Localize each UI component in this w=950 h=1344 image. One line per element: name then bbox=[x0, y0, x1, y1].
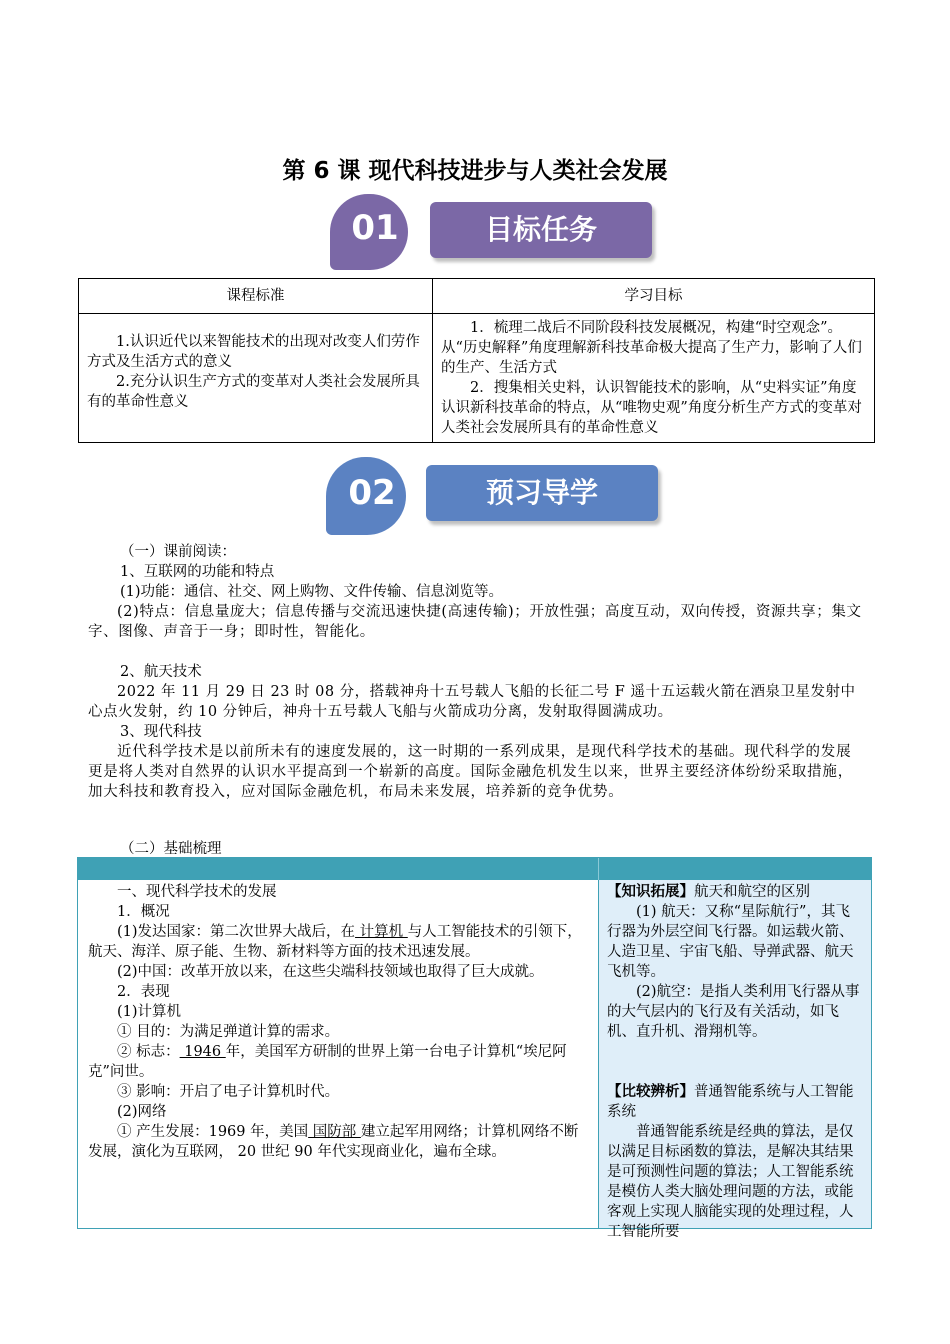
outline-text: (2)网络 bbox=[117, 1104, 167, 1120]
section-banner-goals bbox=[330, 194, 660, 270]
section-label: 预习导学 bbox=[426, 465, 658, 521]
table-header-standards: 课程标准 bbox=[79, 279, 433, 314]
outline-text: ② 标志： 1946 年，美国军方研制的世界上第一台电子计算机“埃尼阿克”问世。 bbox=[88, 1044, 567, 1080]
side-tag: 【比较辨析】 bbox=[607, 1083, 694, 1100]
reading-text: 2022 年 11 月 29 日 23 时 08 分，搭载神舟十五号载人飞船的长征二号 F 遥十五运载火箭在酒泉卫星发射中心点火发射，约 10 分钟后，神舟十五号载人飞船与火箭成功分离，发射取得圆满成功。 bbox=[88, 684, 856, 720]
reading-item-title: 2、航天技术 bbox=[120, 664, 202, 680]
outline-text: (2)中国：改革开放以来，在这些尖端科技领域也取得了巨大成就。 bbox=[117, 964, 544, 980]
comparison-analysis: 【比较辨析】普通智能系统与人工智能系统 bbox=[607, 1083, 854, 1120]
standards-cell bbox=[79, 314, 433, 443]
goal-item: 2．搜集相关史料，认识智能技术的影响，从“史料实证”角度认识新科技革命的特点，从“唯物史观”角度分析生产方式的变革对人类社会发展所具有的革命性意义 bbox=[441, 380, 862, 436]
section-label: 目标任务 bbox=[430, 202, 652, 258]
outline-subheading: 2．表现 bbox=[117, 984, 170, 1000]
reading-text: (1)功能：通信、社交、网上购物、文件传输、信息浏览等。 bbox=[120, 584, 504, 600]
side-text: (1) 航天：又称“星际航行”，其飞行器为外层空间飞行器。如运载火箭、人造卫星、宇宙飞船、导弹武器、航天飞机等。 bbox=[607, 904, 854, 980]
spacer bbox=[607, 1042, 863, 1082]
fill-answer: 计算机 bbox=[355, 924, 408, 940]
fill-answer: 国防部 bbox=[308, 1124, 361, 1140]
side-text: 普通智能系统是经典的算法，是仅以满足目标函数的算法，是解决其结果是可预测性问题的算法；人工智能系统是模仿人类大脑处理问题的方法，或能客观上实现人脑能实现的处理过程，人工智能所要 bbox=[607, 1124, 854, 1240]
basics-table bbox=[77, 857, 872, 1240]
outline-subheading: 1．概况 bbox=[117, 904, 170, 920]
knowledge-extension: 【知识拓展】航天和航空的区别 bbox=[607, 883, 810, 900]
side-text: (2)航空：是指人类利用飞行器从事的大气层内的飞行及有关活动，如飞机、直升机、滑翔机等。 bbox=[607, 984, 860, 1040]
standard-item: 2.充分认识生产方式的变革对人类社会发展所具有的革命性意义 bbox=[87, 374, 420, 410]
table-header-goals: 学习目标 bbox=[433, 279, 875, 314]
basics-side-column bbox=[598, 880, 871, 1240]
reading-item-title: 3、现代科技 bbox=[120, 724, 202, 740]
outline-text: ① 目的：为满足弹道计算的需求。 bbox=[117, 1024, 340, 1040]
basics-heading: （二）基础梳理 bbox=[120, 841, 222, 857]
section-number: 01 bbox=[351, 208, 399, 248]
fill-answer: 1946 bbox=[179, 1044, 226, 1060]
outline-text: (1)发达国家：第二次世界大战后，在 计算机 与人工智能技术的引领下，航天、海洋、原子能、生物、新材料等方面的技术迅速发展。 bbox=[88, 924, 582, 960]
outline-heading: 一、现代科学技术的发展 bbox=[117, 884, 277, 900]
goal-item: 1．梳理二战后不同阶段科技发展概况，构建“时空观念”。从“历史解释”角度理解新科技革命极大提高了生产力，影响了人们的生产、生活方式 bbox=[441, 320, 862, 376]
outline-text: ① 产生发展：1969 年，美国 国防部 建立起军用网络；计算机网络不断发展，演化为互联网， 20 世纪 90 年代实现商业化，遍布全球。 bbox=[88, 1124, 579, 1160]
standards-table bbox=[78, 278, 875, 443]
reading-text: (2)特点：信息量庞大；信息传播与交流迅速快捷(高速传输)；开放性强；高度互动，双向传授，资源共享；集文字、图像、声音于一身；即时性，智能化。 bbox=[88, 604, 862, 640]
outline-text: (1)计算机 bbox=[117, 1004, 182, 1020]
header-divider bbox=[598, 858, 599, 880]
page-title: 第 6 课 现代科技进步与人类社会发展 bbox=[282, 158, 668, 184]
standard-item: 1.认识近代以来智能技术的出现对改变人们劳作方式及生活方式的意义 bbox=[87, 334, 420, 370]
section-number: 02 bbox=[348, 473, 396, 513]
goals-cell bbox=[433, 314, 875, 443]
outline-text: ③ 影响：开启了电子计算机时代。 bbox=[117, 1084, 340, 1100]
reading-heading: （一）课前阅读： bbox=[120, 544, 236, 560]
section-banner-preview bbox=[326, 457, 666, 535]
reading-text: 近代科学技术是以前所未有的速度发展的，这一时期的一系列成果，是现代科学技术的基础。现代科学的发展更是将人类对自然界的认识水平提高到一个崭新的高度。国际金融危机发生以来，世界主要经济体纷纷采取措施，加大科技和教育投入，应对国际金融危机，布局未来发展，培养新的竞争优势。 bbox=[88, 744, 853, 800]
reading-item-title: 1、互联网的功能和特点 bbox=[120, 564, 275, 580]
basics-main-column bbox=[78, 880, 598, 1228]
basics-table-header bbox=[78, 858, 871, 880]
side-tag: 【知识拓展】 bbox=[607, 883, 694, 900]
